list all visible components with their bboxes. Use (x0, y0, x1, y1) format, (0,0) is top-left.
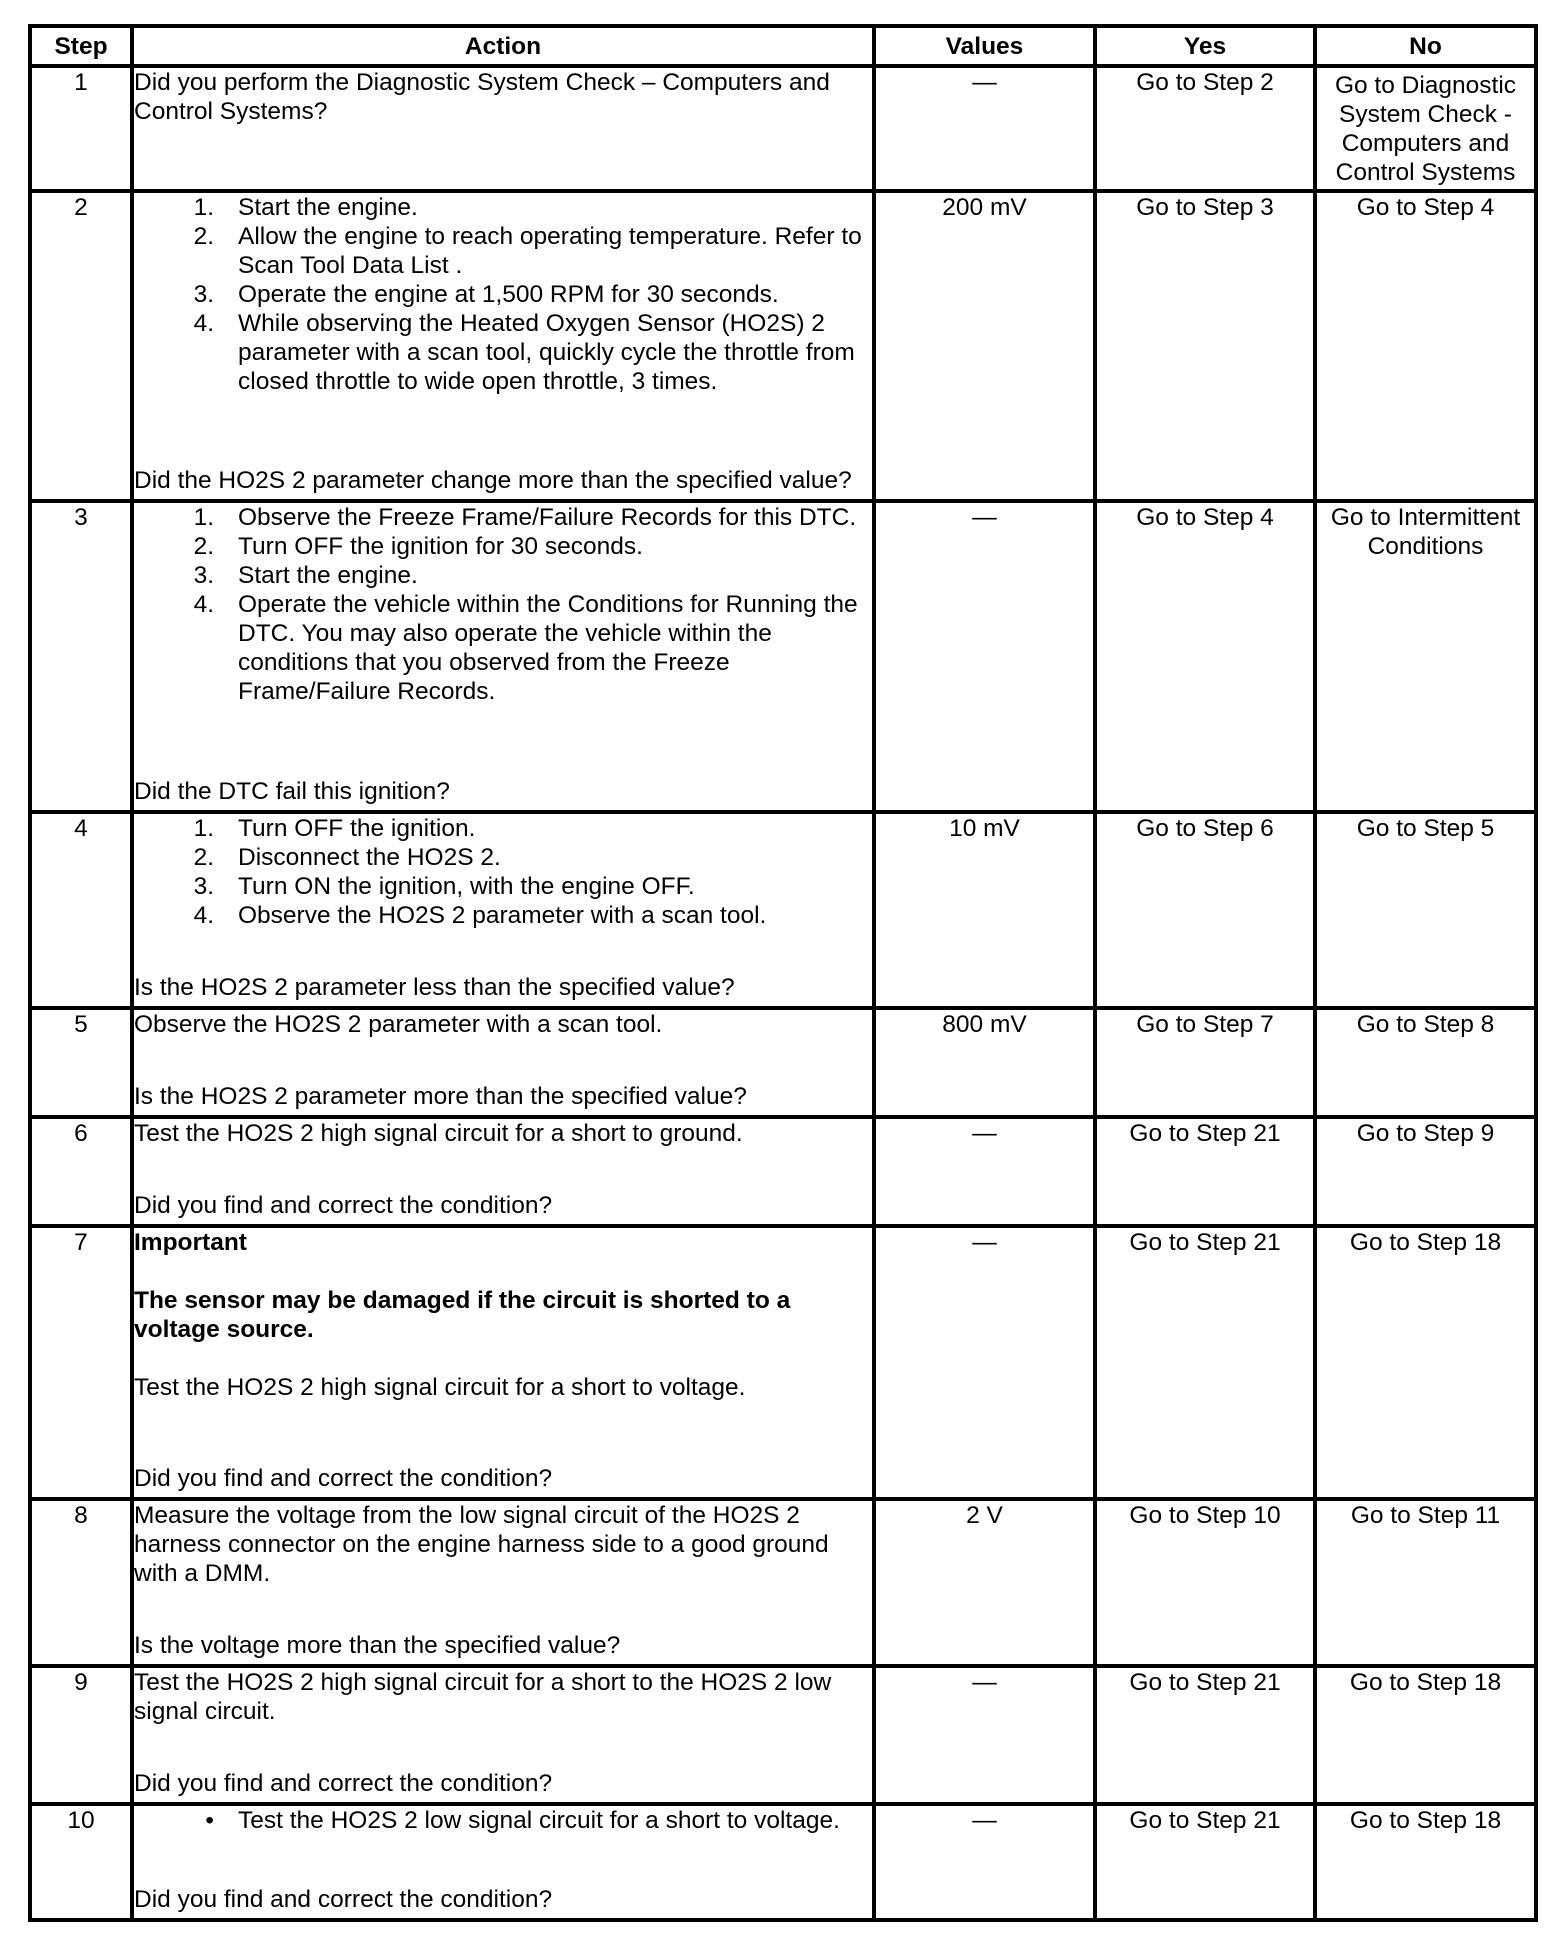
table-row-step-6 (30, 1117, 1536, 1226)
diagnostic-table (28, 24, 1538, 1922)
action-cell (132, 1226, 874, 1499)
value-cell: — (874, 1117, 1095, 1226)
table-row-step-4 (30, 812, 1536, 1008)
list-item: 1. Start the engine. (193, 194, 418, 221)
question-text: Did you find and correct the condition? (134, 1770, 553, 1797)
list-item: 2. Disconnect the HO2S 2. (193, 844, 501, 871)
list-item: 1. Turn OFF the ignition. (193, 815, 476, 842)
header-yes: Yes (1095, 26, 1315, 66)
step-number: 6 (30, 1117, 132, 1226)
instruction-text: Test the HO2S 2 high signal circuit for a short to ground. (134, 1120, 743, 1147)
table-row-step-5 (30, 1008, 1536, 1117)
list-item: • Test the HO2S 2 low signal circuit for a short to voltage. (134, 1806, 872, 1835)
value-cell: 10 mV (874, 812, 1095, 1008)
instruction-text: Test the HO2S 2 high signal circuit for a short to voltage. (134, 1374, 746, 1401)
yes-cell: Go to Step 21 (1095, 1117, 1315, 1226)
header-row (30, 26, 1536, 66)
question-text: Did you find and correct the condition? (134, 1192, 553, 1219)
value-cell: 2 V (874, 1499, 1095, 1666)
header-no: No (1315, 26, 1536, 66)
action-cell (132, 1008, 874, 1117)
list-item: 4. Operate the vehicle within the Conditions for Running the DTC. You may also operate the vehicle within the conditions that you observed from the Freeze Frame/Failure Records. (193, 591, 858, 705)
question-text: Did you find and correct the condition? (134, 1465, 553, 1492)
table-row-step-1 (30, 66, 1536, 191)
step-number: 7 (30, 1226, 132, 1499)
step-number: 8 (30, 1499, 132, 1666)
header-values: Values (874, 26, 1095, 66)
yes-cell: Go to Step 4 (1095, 501, 1315, 812)
step-number: 2 (30, 191, 132, 501)
value-cell: — (874, 66, 1095, 191)
diagnostic-table-container (28, 24, 1534, 1922)
step-number: 4 (30, 812, 132, 1008)
yes-cell: Go to Step 7 (1095, 1008, 1315, 1117)
yes-cell: Go to Step 10 (1095, 1499, 1315, 1666)
yes-cell: Go to Step 21 (1095, 1666, 1315, 1804)
table-row-step-9 (30, 1666, 1536, 1804)
table-row-step-2 (30, 191, 1536, 501)
list-item: 4. Observe the HO2S 2 parameter with a scan tool. (193, 902, 767, 929)
action-cell (132, 1666, 874, 1804)
action-text: Did you perform the Diagnostic System Check – Computers and Control Systems? (134, 69, 830, 125)
list-item: 2. Turn OFF the ignition for 30 seconds. (193, 533, 643, 560)
header-step: Step (30, 26, 132, 66)
value-cell: 800 mV (874, 1008, 1095, 1117)
no-cell: Go to Step 18 (1315, 1666, 1536, 1804)
instruction-list (134, 1806, 872, 1835)
action-cell (132, 1117, 874, 1226)
no-cell: Go to Intermittent Conditions (1315, 501, 1536, 812)
important-heading: Important (134, 1229, 247, 1256)
action-cell (132, 501, 874, 812)
instruction-list (134, 503, 872, 706)
warning-text: The sensor may be damaged if the circuit is shorted to a voltage source. (134, 1287, 791, 1343)
action-cell (132, 191, 874, 501)
value-cell: — (874, 1666, 1095, 1804)
yes-cell: Go to Step 21 (1095, 1226, 1315, 1499)
question-text: Is the HO2S 2 parameter less than the specified value? (134, 974, 735, 1001)
list-item: 3. Turn ON the ignition, with the engine OFF. (193, 873, 695, 900)
table-row-step-10 (30, 1804, 1536, 1920)
list-item: 1. Observe the Freeze Frame/Failure Records for this DTC. (193, 504, 857, 531)
header-action: Action (132, 26, 874, 66)
step-number: 3 (30, 501, 132, 812)
no-cell: Go to Diagnostic System Check - Computers and Control Systems (1315, 66, 1536, 191)
table-row-step-3 (30, 501, 1536, 812)
question-text: Did you find and correct the condition? (134, 1886, 553, 1913)
list-item: 3. Start the engine. (193, 562, 418, 589)
yes-cell: Go to Step 3 (1095, 191, 1315, 501)
instruction-text: Observe the HO2S 2 parameter with a scan tool. (134, 1011, 663, 1038)
no-cell: Go to Step 11 (1315, 1499, 1536, 1666)
no-cell: Go to Step 9 (1315, 1117, 1536, 1226)
bullet-icon: • (205, 1807, 214, 1834)
instruction-text: Measure the voltage from the low signal circuit of the HO2S 2 harness connector on the engine harness side to a good ground with a DMM. (134, 1502, 829, 1587)
table-row-step-7 (30, 1226, 1536, 1499)
instruction-list (134, 193, 872, 396)
no-cell: Go to Step 5 (1315, 812, 1536, 1008)
no-cell: Go to Step 8 (1315, 1008, 1536, 1117)
list-item: 3. Operate the engine at 1,500 RPM for 30 seconds. (193, 281, 779, 308)
step-number: 9 (30, 1666, 132, 1804)
action-cell (132, 1499, 874, 1666)
value-cell: — (874, 1226, 1095, 1499)
value-cell: — (874, 1804, 1095, 1920)
action-cell (132, 66, 874, 191)
action-cell (132, 1804, 874, 1920)
step-number: 5 (30, 1008, 132, 1117)
table-row-step-8 (30, 1499, 1536, 1666)
instruction-list (134, 814, 872, 930)
no-cell: Go to Step 18 (1315, 1804, 1536, 1920)
question-text: Did the DTC fail this ignition? (134, 778, 450, 805)
list-item: 4. While observing the Heated Oxygen Sensor (HO2S) 2 parameter with a scan tool, quickly cycle the throttle from closed throttle to wide open throttle, 3 times. (193, 310, 855, 395)
no-cell: Go to Step 4 (1315, 191, 1536, 501)
question-text: Did the HO2S 2 parameter change more than the specified value? (134, 467, 852, 494)
instruction-text: Test the HO2S 2 high signal circuit for a short to the HO2S 2 low signal circuit. (134, 1669, 832, 1725)
value-cell: 200 mV (874, 191, 1095, 501)
no-cell: Go to Step 18 (1315, 1226, 1536, 1499)
yes-cell: Go to Step 6 (1095, 812, 1315, 1008)
question-text: Is the voltage more than the specified value? (134, 1632, 621, 1659)
value-cell: — (874, 501, 1095, 812)
step-number: 10 (30, 1804, 132, 1920)
step-number: 1 (30, 66, 132, 191)
question-text: Is the HO2S 2 parameter more than the specified value? (134, 1083, 747, 1110)
yes-cell: Go to Step 21 (1095, 1804, 1315, 1920)
action-cell (132, 812, 874, 1008)
yes-cell: Go to Step 2 (1095, 66, 1315, 191)
list-item: 2. Allow the engine to reach operating temperature. Refer to Scan Tool Data List . (193, 223, 862, 279)
